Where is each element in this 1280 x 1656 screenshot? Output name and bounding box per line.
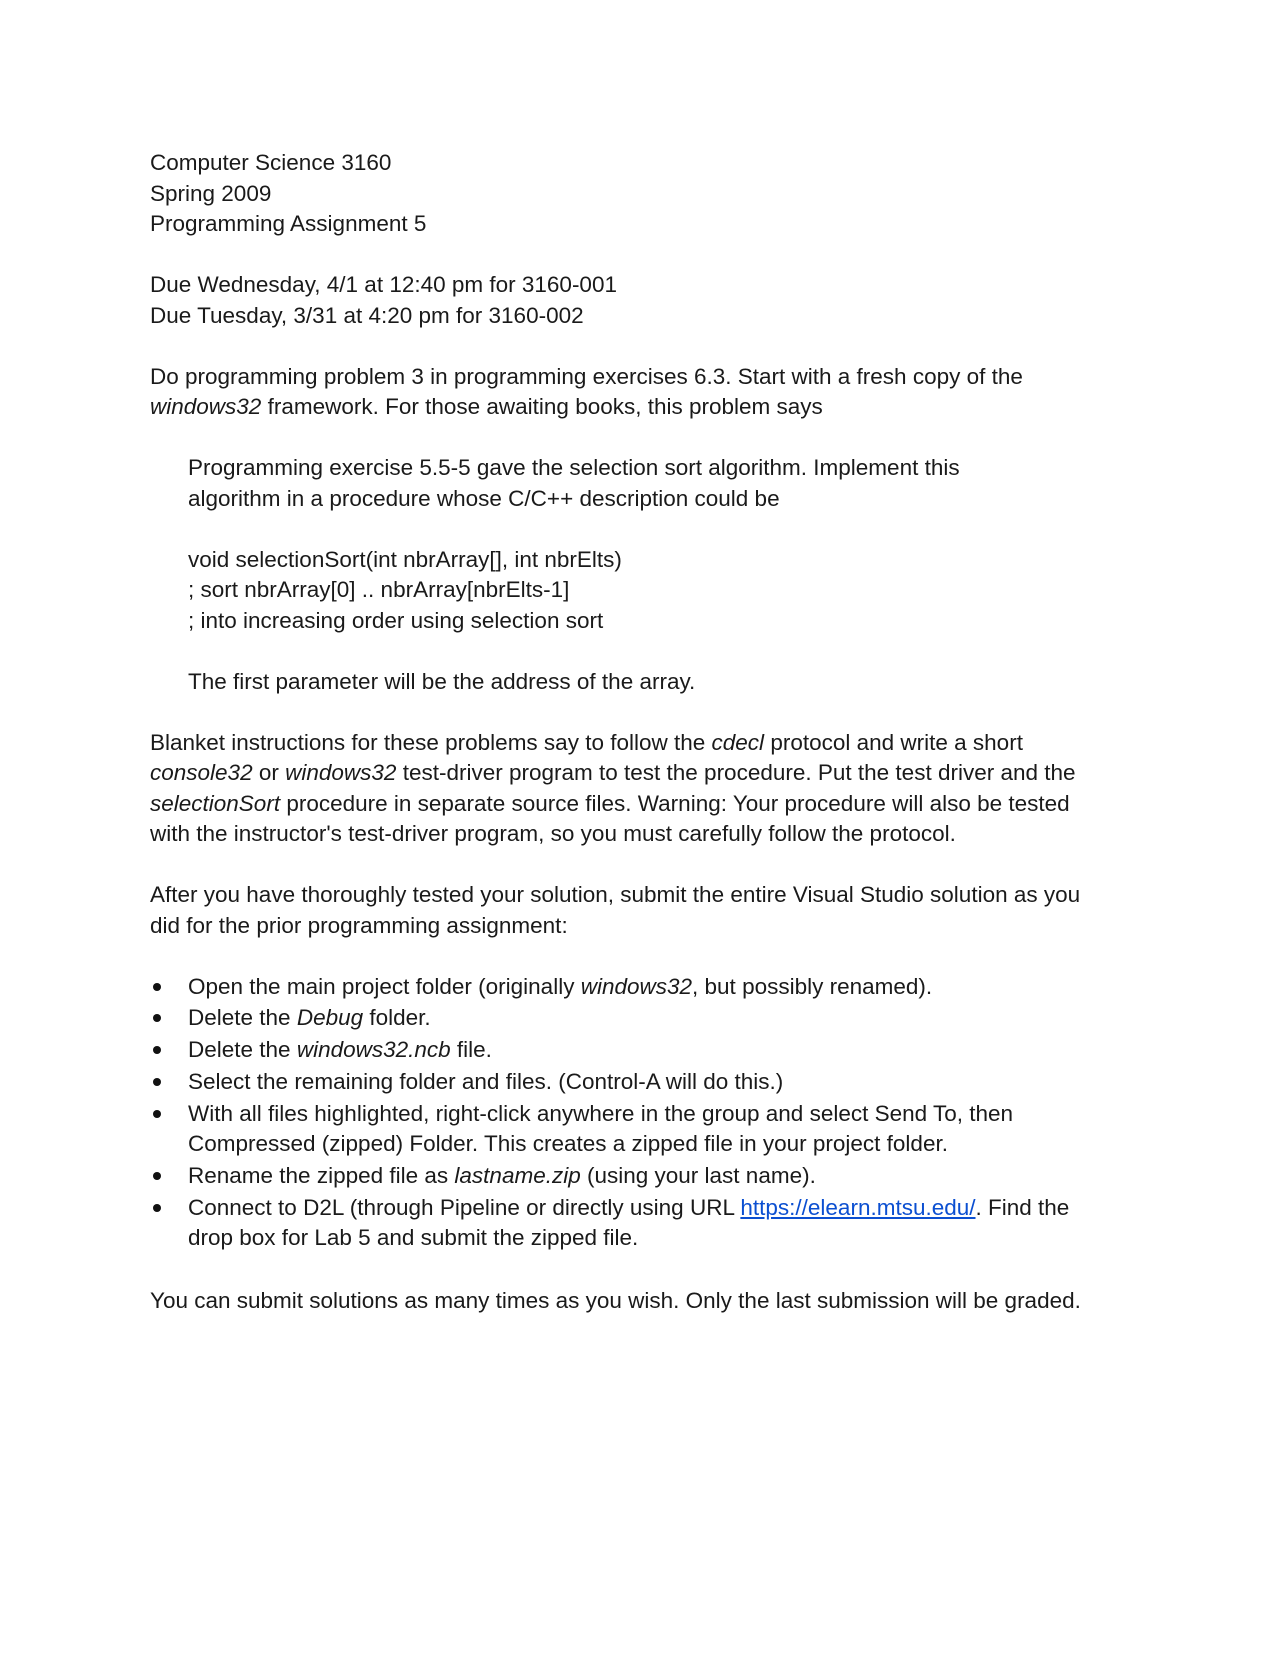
code-comment: ; into increasing order using selection sort <box>188 607 604 633</box>
step-text <box>188 1161 1150 1192</box>
submit-intro-line: After you have thoroughly tested your solution, submit the entire Visual Studio solution as you <box>150 882 1081 907</box>
framework-name: console32 <box>150 760 253 785</box>
due-date-001: Due Wednesday, 4/1 at 12:40 pm for 3160-001 <box>150 272 617 297</box>
list-item <box>150 972 1150 1003</box>
intro-line <box>150 392 1150 423</box>
blanket-line <box>150 789 1150 820</box>
closing-note: You can submit solutions as many times as you wish. Only the last submission will be graded. <box>150 1287 1081 1313</box>
parameter-note: The first parameter will be the address of the array. <box>188 668 696 694</box>
blanket-line: with the instructor's test-driver program, so you must carefully follow the protocol. <box>150 821 956 846</box>
framework-name: windows32 <box>285 760 397 785</box>
step-text: Select the remaining folder and files. (Control-A will do this.) <box>188 1068 784 1094</box>
code-signature: void selectionSort(int nbrArray[], int nbrElts) <box>188 546 622 572</box>
spacer <box>188 636 1150 667</box>
d2l-link[interactable]: https://elearn.mtsu.edu/ <box>740 1194 976 1220</box>
framework-name: windows32 <box>150 394 262 419</box>
list-item <box>150 1161 1150 1192</box>
step-text-part: Rename the zipped file as <box>188 1162 455 1188</box>
step-text: With all files highlighted, right-click anywhere in the group and select Send To, then <box>188 1100 1014 1126</box>
step-text-part: Delete the <box>188 1037 297 1063</box>
spacer <box>150 941 1150 972</box>
step-text <box>188 972 1150 1003</box>
blanket-line <box>150 758 1150 789</box>
step-text <box>188 1035 1150 1066</box>
submission-steps <box>150 972 1150 1254</box>
header-block <box>150 148 1150 240</box>
submit-intro-line: did for the prior programming assignment: <box>150 912 568 938</box>
folder-name: windows32 <box>580 973 693 999</box>
step-text-part: . Find the <box>975 1194 1070 1220</box>
submit-intro <box>150 880 1150 941</box>
problem-quote <box>150 453 1150 697</box>
step-text-part: (using your last name). <box>580 1162 816 1188</box>
step-text <box>188 1003 1150 1034</box>
blanket-text: procedure in separate source files. Warning: Your procedure will also be tested <box>280 790 1070 816</box>
step-text: Compressed (zipped) Folder. This creates a zipped file in your project folder. <box>188 1131 948 1157</box>
step-text-part: folder. <box>363 1005 431 1031</box>
bullet-icon <box>153 1172 161 1180</box>
intro-paragraph <box>150 362 1150 423</box>
course-title: Computer Science 3160 <box>150 150 392 175</box>
step-text-part: , but possibly renamed). <box>692 973 933 999</box>
blanket-instructions <box>150 728 1150 850</box>
step-text-part: Delete the <box>188 1005 297 1031</box>
due-dates <box>150 270 1150 331</box>
blanket-text: test-driver program to test the procedure. Put the test driver and the <box>396 760 1076 785</box>
spacer <box>150 240 1150 271</box>
spacer <box>150 697 1150 728</box>
bullet-icon <box>153 1110 161 1118</box>
spacer <box>150 1255 1150 1286</box>
list-item <box>150 1003 1150 1034</box>
intro-line: Do programming problem 3 in programming exercises 6.3. Start with a fresh copy of the <box>150 363 1023 389</box>
spacer <box>150 423 1150 454</box>
document-page <box>150 148 1150 1316</box>
blanket-line <box>150 728 1150 759</box>
bullet-icon <box>153 983 161 991</box>
quote-line: Programming exercise 5.5-5 gave the selection sort algorithm. Implement this <box>188 455 960 480</box>
code-comment: ; sort nbrArray[0] .. nbrArray[nbrElts-1] <box>188 577 570 602</box>
intro-text: framework. For those awaiting books, this problem says <box>261 394 823 419</box>
list-item <box>150 1099 1150 1160</box>
bullet-icon <box>153 1014 161 1022</box>
list-item <box>150 1193 1150 1254</box>
step-text-part: Connect to D2L (through Pipeline or directly using URL <box>188 1194 741 1220</box>
step-text: drop box for Lab 5 and submit the zipped file. <box>188 1225 639 1251</box>
quote-line: algorithm in a procedure whose C/C++ description could be <box>188 485 780 511</box>
procedure-name: selectionSort <box>150 790 281 816</box>
spacer <box>188 514 1150 545</box>
blanket-text: Blanket instructions for these problems say to follow the <box>150 729 712 755</box>
term: Spring 2009 <box>150 180 272 206</box>
blanket-text: or <box>252 760 286 785</box>
spacer <box>150 331 1150 362</box>
step-text <box>188 1193 1150 1224</box>
bullet-icon <box>153 1046 161 1054</box>
blanket-text: protocol and write a short <box>764 729 1023 755</box>
step-text-part: Open the main project folder (originally <box>188 973 581 999</box>
due-date-002: Due Tuesday, 3/31 at 4:20 pm for 3160-002 <box>150 302 584 328</box>
file-name: lastname.zip <box>454 1162 581 1188</box>
step-text-part: file. <box>450 1037 492 1063</box>
list-item <box>150 1035 1150 1066</box>
folder-name: Debug <box>296 1005 364 1031</box>
bullet-icon <box>153 1204 161 1212</box>
bullet-icon <box>153 1078 161 1086</box>
file-name: windows32.ncb <box>296 1037 451 1063</box>
assignment-title: Programming Assignment 5 <box>150 211 427 236</box>
list-item <box>150 1067 1150 1098</box>
protocol-name: cdecl <box>711 729 765 755</box>
spacer <box>150 850 1150 881</box>
